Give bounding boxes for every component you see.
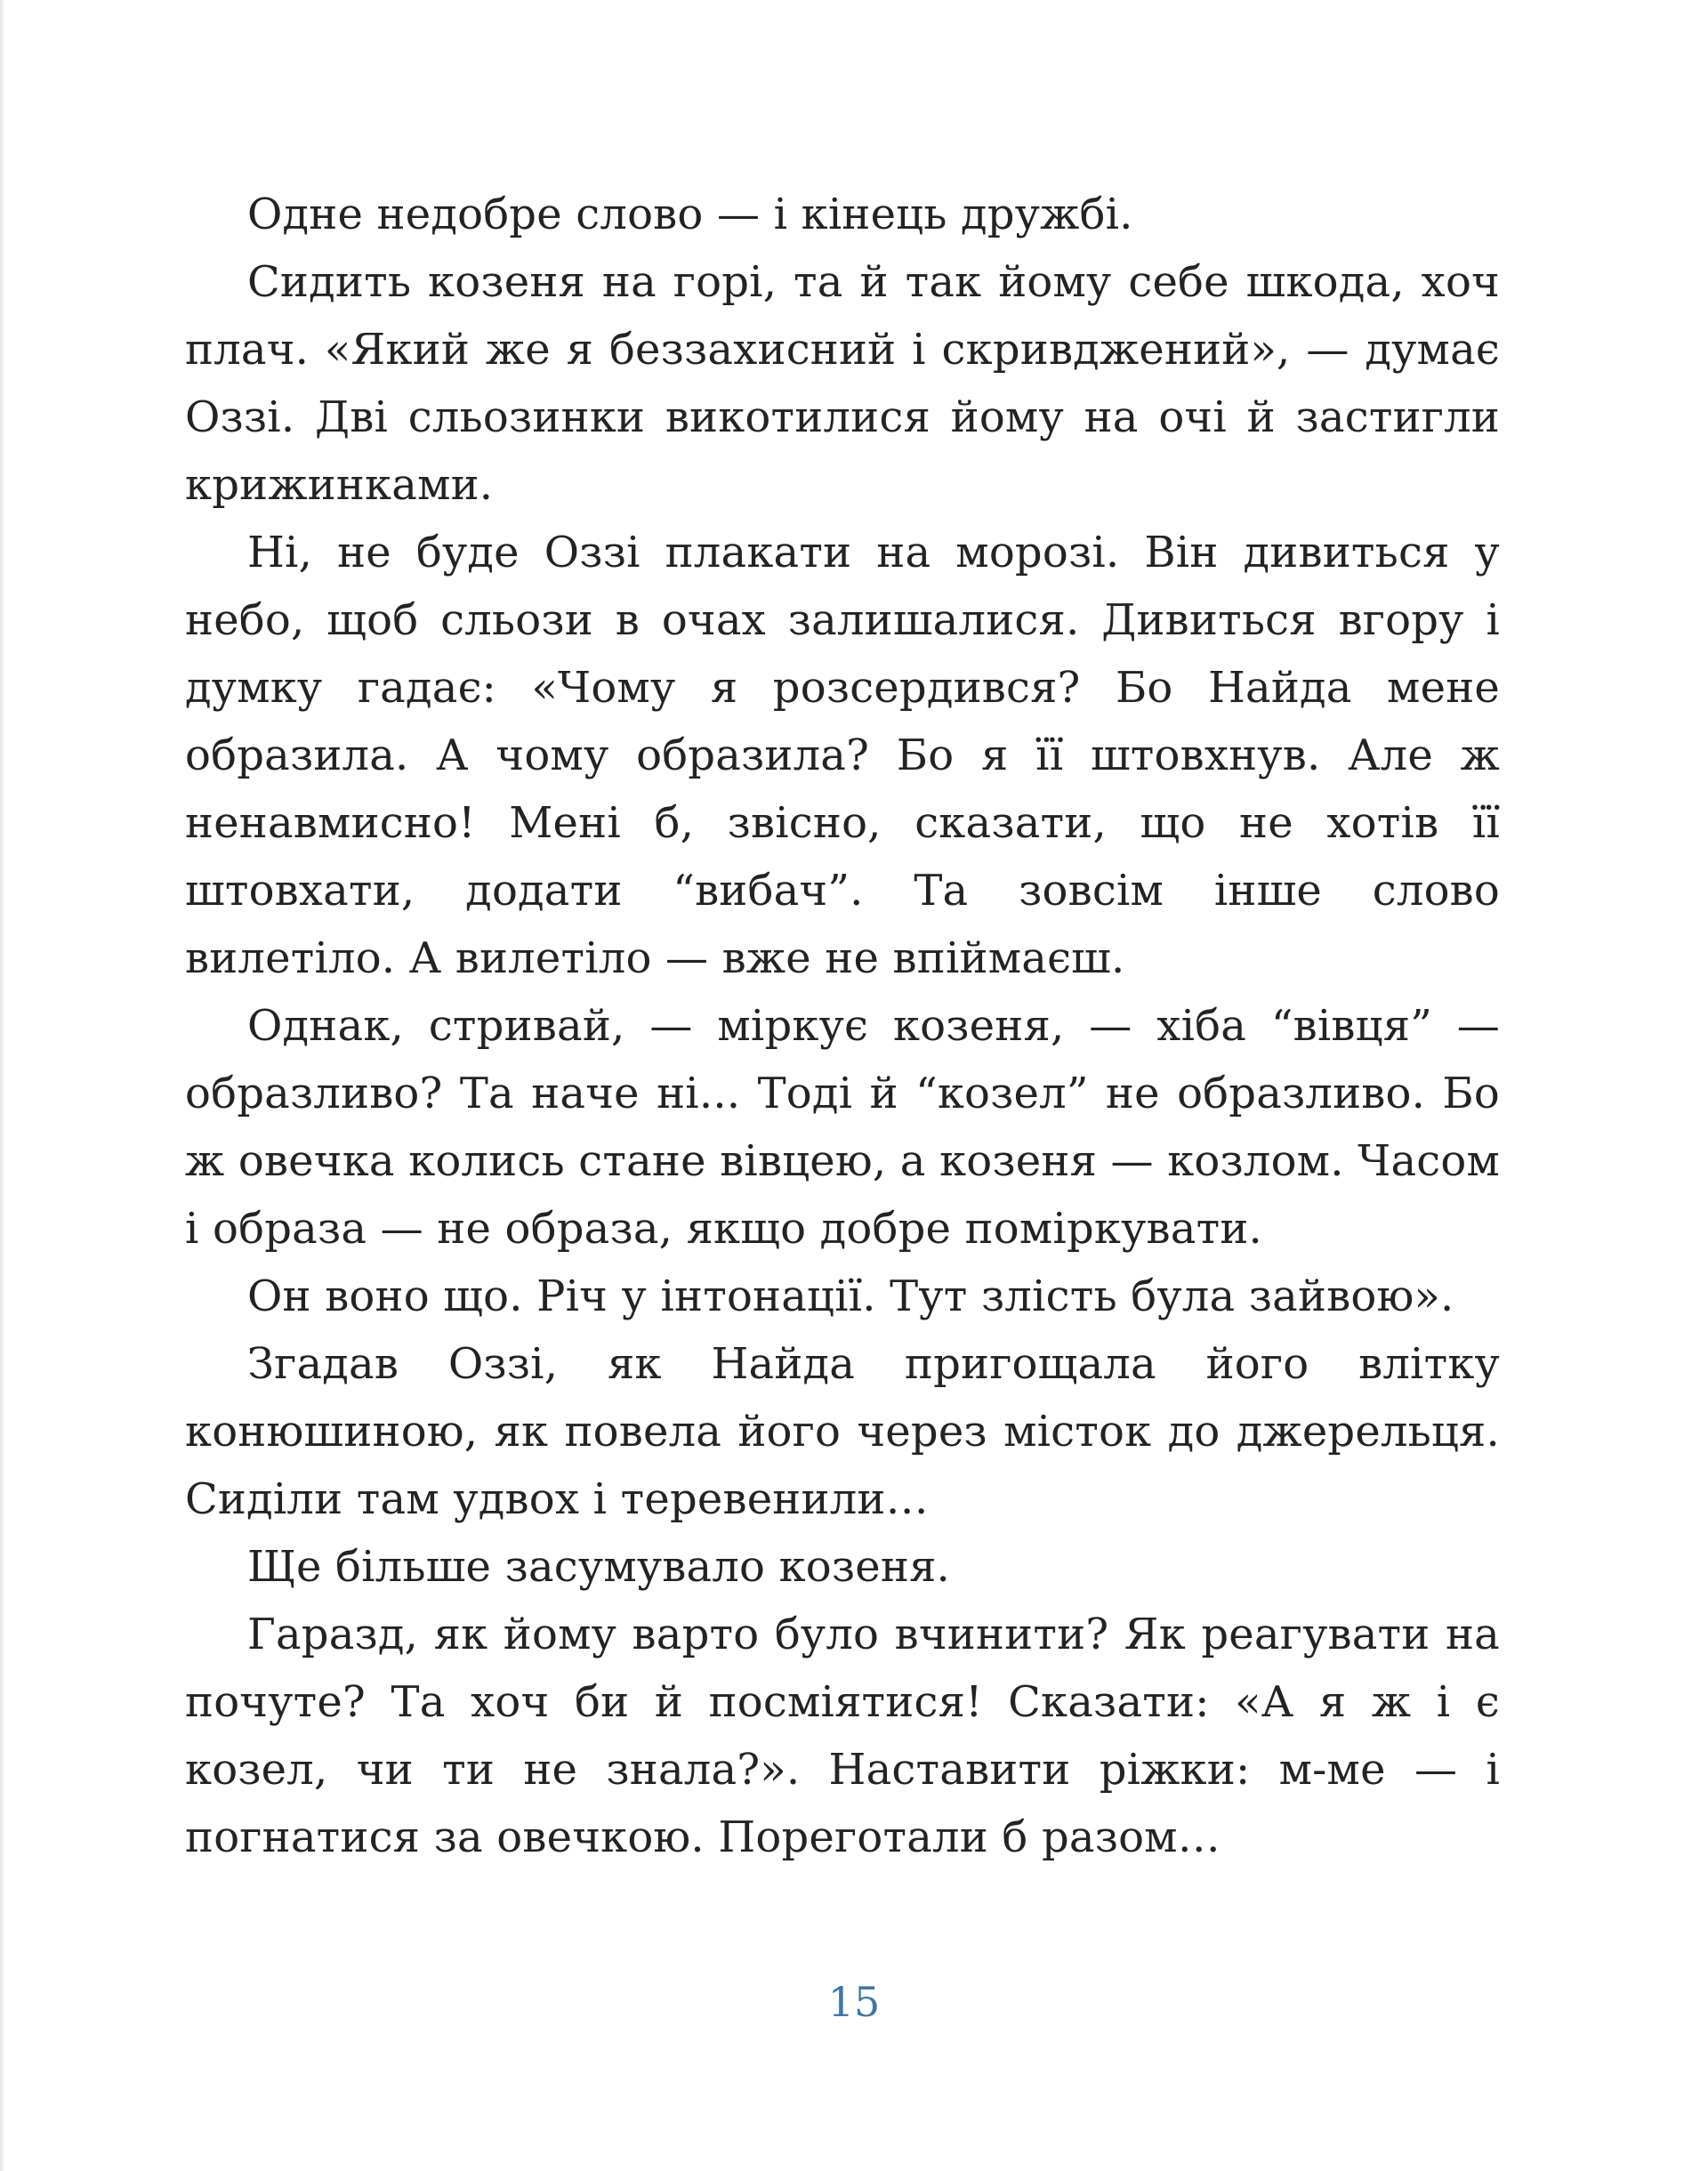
paragraph: Ні, не буде Оззі плакати на морозі. Він дивиться у небо, щоб сльози в очах залишалися. Дивиться вгору і думку гадає: «Чому я розсердився? Бо Найда мене образила. А чому образила? Бо я її штовхнув. Але ж ненавмисно! Мені б, звісно, сказати, що не хотів її штовхати, додати “вибач”. Та зовсім інше слово вилетіло. А вилетіло — вже не впіймаєш. <box>185 528 1500 983</box>
paragraph: Он воно що. Річ у інтонації. Тут злість була зайвою». <box>247 1271 1454 1321</box>
body-text <box>185 181 1500 1871</box>
paragraph: Гаразд, як йому варто було вчинити? Як реагувати на почуте? Та хоч би й посміятися! Сказати: «А я ж і є козел, чи ти не знала?». Наставити ріжки: м-ме — і погнатися за овечкою. Пореготали б разом… <box>185 1610 1500 1862</box>
paragraph: Ще більше засумувало козеня. <box>247 1542 951 1592</box>
paragraph: Згадав Оззі, як Найда пригощала його влітку конюшиною, як повела його через місток до джерельця. Сиділи там удвох і теревенили… <box>185 1339 1500 1524</box>
paragraph: Однак, стривай, — міркує козеня, — хіба “вівця” — образливо? Та наче ні... Тоді й “козел” не образливо. Бо ж овечка колись стане вівцею, а козеня — козлом. Часом і образа — не образа, якщо добре поміркувати. <box>185 1001 1500 1254</box>
paragraph: Сидить козеня на горі, та й так йому себе шкода, хоч плач. «Який же я беззахисний і скривджений», — думає Оззі. Дві сльозинки викотилися йому на очі й застигли крижинками. <box>185 257 1500 510</box>
page-number: 15 <box>827 1978 881 2026</box>
page-edge-shadow <box>0 0 5 2171</box>
paragraph: Одне недобре слово — і кінець дружбі. <box>247 190 1133 239</box>
